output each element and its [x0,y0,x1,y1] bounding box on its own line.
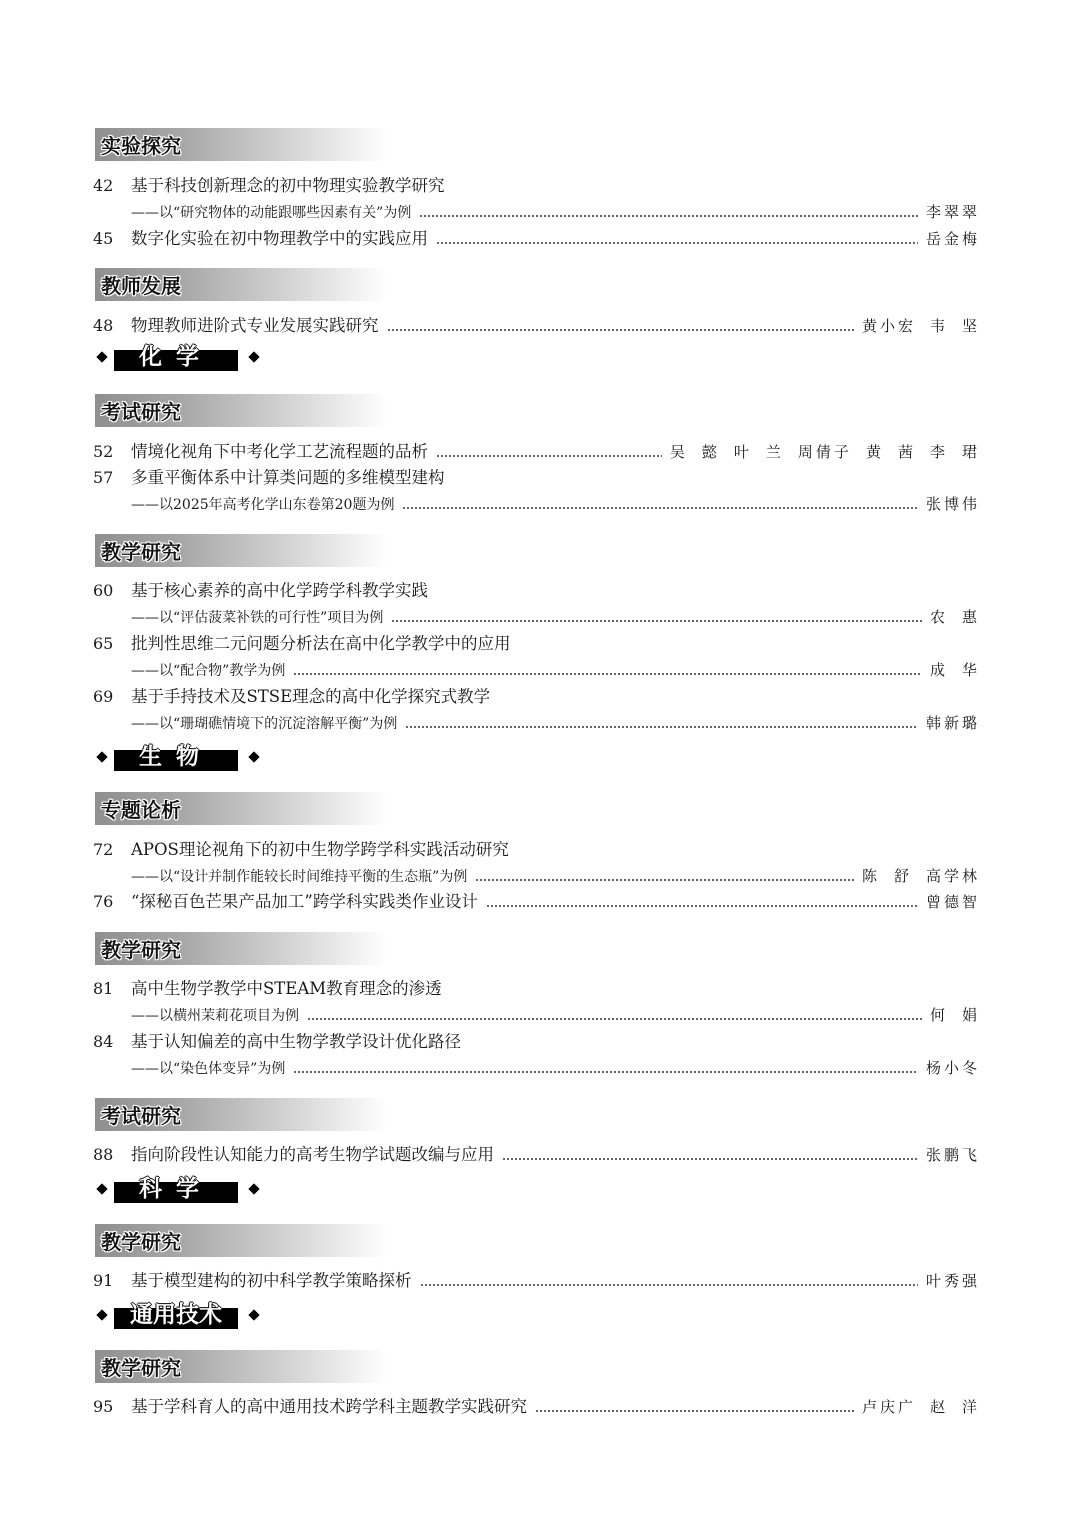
author: 叶 [733,443,752,461]
author: 珺 [961,443,980,461]
category-band [95,394,387,427]
toc-entry-subtitle [93,1003,980,1027]
author: 张博伟 [925,495,980,513]
dot-leader [436,242,918,244]
article-title: 指向阶段性认知能力的高考生物学试题改编与应用 [131,1145,494,1164]
author-list [862,314,980,338]
article-title: 高中生物学教学中STEAM教育理念的渗透 [131,979,442,998]
toc-entry[interactable] [93,1395,980,1419]
article-subtitle: ——以2025年高考化学山东卷第20题为例 [131,497,395,513]
author: 兰 [765,443,784,461]
page-number: 88 [93,1145,114,1164]
subject-banner [96,1176,264,1206]
subject-banner [96,344,264,374]
page-number: 91 [93,1271,114,1290]
author: 李 [929,443,948,461]
article-title: 情境化视角下中考化学工艺流程题的品析 [131,442,428,461]
author-list [926,492,980,516]
article-title: 基于科技创新理念的初中物理实验教学研究 [131,176,445,195]
dot-leader [436,455,662,457]
category-band [95,1350,387,1383]
toc-entry[interactable] [93,632,980,656]
category-label: 教学研究 [101,1356,181,1380]
toc-entry[interactable] [93,174,980,198]
subject-label: 化学 [139,344,213,370]
dot-leader [402,507,918,509]
page-number: 76 [93,892,114,911]
category-label: 考试研究 [101,1104,181,1128]
category-label: 实验探究 [101,134,181,158]
dot-leader [307,1018,922,1020]
author: 惠 [961,608,980,626]
author-list [926,227,980,251]
category-band [95,268,387,301]
author: 华 [961,661,980,679]
article-subtitle: ——以“配合物”教学为例 [131,663,286,679]
author: 陈 [861,867,880,885]
toc-entry[interactable] [93,838,980,862]
category-label: 教学研究 [101,938,181,962]
category-label: 专题论析 [101,798,181,822]
dot-leader [475,879,854,881]
author: 叶秀强 [925,1272,980,1290]
toc-entry[interactable] [93,977,980,1001]
toc-entry-subtitle [93,492,980,516]
author: 周倩子 [797,443,852,461]
category-band [95,534,387,567]
article-title: “探秘百色芒果产品加工”跨学科实践类作业设计 [131,892,478,911]
category-band [95,1224,387,1257]
page-number: 65 [93,634,114,653]
page-number: 57 [93,468,114,487]
author: 茜 [897,443,916,461]
toc-entry-subtitle [93,605,980,629]
toc-entry[interactable] [93,579,980,603]
page-number: 52 [93,442,114,461]
author: 何 [929,1006,948,1024]
dot-leader [387,329,854,331]
toc-entry[interactable] [93,890,980,914]
toc-entry[interactable] [93,1030,980,1054]
author: 张鹏飞 [925,1146,980,1164]
article-title: APOS理论视角下的初中生物学跨学科实践活动研究 [131,840,509,859]
subject-banner [96,1302,264,1332]
page-number: 69 [93,687,114,706]
author: 韩新璐 [925,714,980,732]
diamond-icon [96,1183,107,1194]
dot-leader [293,1071,918,1073]
author-list [926,890,980,914]
subject-label: 科学 [139,1176,213,1202]
category-label: 教师发展 [101,274,181,298]
page-number: 84 [93,1032,114,1051]
article-title: 基于手持技术及STSE理念的高中化学探究式教学 [131,687,491,706]
toc-entry[interactable] [93,1269,980,1293]
page-number: 81 [93,979,114,998]
dot-leader [391,620,922,622]
author: 杨小冬 [925,1059,980,1077]
diamond-icon [248,351,259,362]
toc-entry[interactable] [93,685,980,709]
page-number: 45 [93,229,114,248]
category-label: 教学研究 [101,540,181,564]
author: 坚 [961,317,980,335]
article-title: 基于学科育人的高中通用技术跨学科主题教学实践研究 [131,1397,527,1416]
article-title: 基于核心素养的高中化学跨学科教学实践 [131,581,428,600]
dot-leader [502,1158,918,1160]
author: 高学林 [925,867,980,885]
dot-leader [293,673,922,675]
author: 舒 [893,867,912,885]
diamond-icon [248,1183,259,1194]
toc-entry[interactable] [93,440,980,464]
author-list [930,1003,980,1027]
author: 黄 [865,443,884,461]
diamond-icon [96,1309,107,1320]
author: 韦 [929,317,948,335]
author: 赵 [929,1398,948,1416]
author: 娟 [961,1006,980,1024]
author: 洋 [961,1398,980,1416]
toc-entry-subtitle [93,658,980,682]
article-title: 数字化实验在初中物理教学中的实践应用 [131,229,428,248]
toc-entry[interactable] [93,227,980,251]
article-title: 多重平衡体系中计算类问题的多维模型建构 [131,468,445,487]
author: 李翠翠 [925,203,980,221]
toc-entry-subtitle [93,200,980,224]
author: 懿 [701,443,720,461]
dot-leader [405,726,918,728]
toc-entry[interactable] [93,466,980,490]
subject-banner [96,744,264,774]
author-list [930,605,980,629]
author-list [926,1056,980,1080]
toc-entry-subtitle [93,1056,980,1080]
article-subtitle: ——以“设计并制作能较长时间维持平衡的生态瓶”为例 [131,869,468,885]
author-list [862,864,980,888]
subject-label: 通用技术 [130,1302,222,1328]
article-subtitle: ——以“珊瑚礁情境下的沉淀溶解平衡”为例 [131,716,398,732]
article-title: 基于认知偏差的高中生物学教学设计优化路径 [131,1032,461,1051]
page-number: 48 [93,316,114,335]
page-number: 60 [93,581,114,600]
page-number: 72 [93,840,114,859]
category-label: 教学研究 [101,1230,181,1254]
author: 曾德智 [925,893,980,911]
diamond-icon [96,751,107,762]
dot-leader [486,905,918,907]
category-band [95,128,387,161]
toc-entry-subtitle [93,864,980,888]
page-number: 95 [93,1397,114,1416]
article-title: 批判性思维二元问题分析法在高中化学教学中的应用 [131,634,511,653]
article-title: 基于模型建构的初中科学教学策略探析 [131,1271,412,1290]
category-band [95,932,387,965]
author-list [926,1269,980,1293]
author-list [926,200,980,224]
author: 岳金梅 [925,230,980,248]
author: 吴 [669,443,688,461]
toc-entry[interactable] [93,314,980,338]
diamond-icon [96,351,107,362]
article-title: 物理教师进阶式专业发展实践研究 [131,316,379,335]
author-list [862,1395,980,1419]
author: 农 [929,608,948,626]
category-band [95,1098,387,1131]
page-number: 42 [93,176,114,195]
dot-leader [535,1410,854,1412]
toc-entry[interactable] [93,1143,980,1167]
author: 黄小宏 [861,317,916,335]
author: 卢庆广 [861,1398,916,1416]
author-list [926,1143,980,1167]
toc-entry-subtitle [93,711,980,735]
subject-label: 生物 [139,744,213,770]
article-subtitle: ——以“染色体变异”为例 [131,1061,286,1077]
author-list [930,658,980,682]
article-subtitle: ——以“研究物体的动能跟哪些因素有关”为例 [131,205,412,221]
diamond-icon [248,751,259,762]
author: 成 [929,661,948,679]
dot-leader [419,215,918,217]
dot-leader [420,1284,918,1286]
category-band [95,792,387,825]
diamond-icon [248,1309,259,1320]
author-list [670,440,980,464]
article-subtitle: ——以横州茉莉花项目为例 [131,1008,299,1024]
category-label: 考试研究 [101,400,181,424]
author-list [926,711,980,735]
article-subtitle: ——以“评估菠菜补铁的可行性”项目为例 [131,610,384,626]
